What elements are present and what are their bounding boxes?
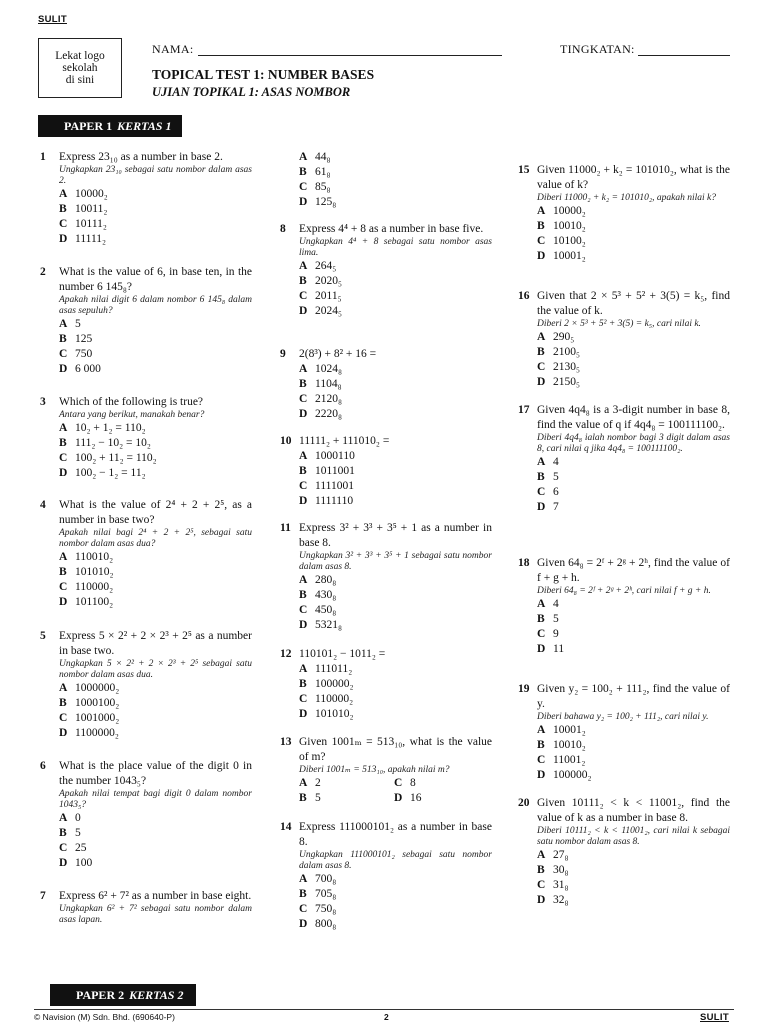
question-malay: Diberi 11000₂ + k₂ = 101010₂, apakah nilai k? [537, 193, 717, 203]
option-a[interactable]: A 1000000₂ [59, 682, 120, 694]
option-b[interactable]: B 10010₂ [537, 220, 586, 232]
option-b[interactable]: B 1000100₂ [59, 697, 120, 709]
question-malay: Apakah nilai tempat bagi digit 0 dalam nombor 1043₅? [59, 789, 252, 810]
question-malay: Diberi 10111₂ < k < 11001₂, cari nilai k sebagai satu nombor dalam asas 8. [537, 826, 730, 847]
logo-text-line: Lekat logo [55, 50, 105, 62]
question-malay: Ungkapkan 4⁴ + 8 sebagai satu nombor asas lima. [299, 237, 492, 258]
question-stem: Express 5 × 2² + 2 × 2³ + 2⁵ as a number in base two. [59, 630, 252, 657]
question-stem: What is the value of 2⁴ + 2 + 2⁵, as a number in base two? [59, 499, 252, 526]
option-b[interactable]: B 2020₅ [299, 275, 343, 287]
option-d[interactable]: D 6 000 [59, 363, 101, 375]
footer-copyright: © Navision (M) Sdn. Bhd. (690640-P) [34, 1012, 175, 1022]
question-number: 16 [518, 290, 530, 302]
sulit-top-label: SULIT [38, 14, 67, 25]
form-field-line[interactable] [638, 55, 730, 56]
paper2-label: PAPER 2 [76, 987, 125, 1002]
question-stem: Given 64₈ = 2ᶠ + 2ᵍ + 2ʰ, find the value of f + g + h. [537, 557, 730, 584]
option-c[interactable]: C 6 [537, 486, 559, 498]
option-b[interactable]: B 100000₂ [299, 678, 354, 690]
school-logo-placeholder [38, 38, 122, 98]
question-number: 9 [280, 348, 286, 360]
question-stem: Given y₂ = 100₂ + 111₂, find the value of y. [537, 683, 730, 710]
question-stem: Given that 2 × 5³ + 5² + 3(5) = k₅, find the value of k. [537, 290, 730, 317]
question-malay: Diberi 64₈ = 2ᶠ + 2ᵍ + 2ʰ, cari nilai f + g + h. [537, 586, 711, 596]
option-a[interactable]: A 290₅ [537, 331, 575, 343]
option-c[interactable]: C 450₈ [299, 604, 337, 616]
question-number: 2 [40, 266, 46, 278]
option-a[interactable]: A 4 [537, 456, 559, 468]
question-12 [280, 647, 492, 722]
option-a[interactable]: A 10000₂ [537, 205, 586, 217]
option-a[interactable]: A 27₈ [537, 849, 569, 861]
option-a[interactable]: A 0 [59, 812, 81, 824]
question-stem: 110101₂ − 1011₂ = [299, 648, 386, 660]
option-d[interactable]: D 7 [537, 501, 559, 513]
page-title: TOPICAL TEST 1: NUMBER BASES [152, 67, 375, 82]
sulit-bottom-label: SULIT [700, 1012, 729, 1023]
option-a[interactable]: A 111011₂ [299, 663, 353, 675]
question-malay: Ungkapkan 5 × 2² + 2 × 2³ + 2⁵ sebagai satu nombor dalam asas dua. [59, 659, 252, 680]
option-c[interactable]: C 1111001 [299, 480, 354, 492]
question-1 [40, 150, 252, 247]
question-malay: Apakah nilai bagi 2⁴ + 2 + 2⁵, sebagai satu nombor dalam asas dua? [59, 528, 252, 549]
question-stem: What is the place value of the digit 0 in the number 1043₅? [59, 760, 252, 787]
question-7-options-continued [280, 150, 492, 210]
option-a[interactable]: A 2 [299, 777, 321, 789]
question-number: 5 [40, 630, 46, 642]
question-number: 17 [518, 404, 530, 416]
logo-text-line: sekolah [62, 62, 98, 74]
option-d[interactable]: D 11 [537, 643, 565, 655]
option-a[interactable]: A 10000₂ [59, 188, 108, 200]
question-number: 19 [518, 683, 530, 695]
question-number: 15 [518, 164, 530, 176]
question-number: 3 [40, 396, 46, 408]
question-20 [518, 796, 730, 908]
paper1-label: PAPER 1 [64, 118, 113, 133]
question-8 [280, 222, 492, 319]
option-b[interactable]: B 705₈ [299, 888, 337, 900]
question-19 [518, 682, 730, 783]
option-c[interactable]: C 31₈ [537, 879, 569, 891]
question-malay: Diberi 4q4₈ ialah nombor bagi 3 digit dalam asas 8, cari nilai q jika 4q4₈ = 100111100₂. [537, 433, 730, 454]
question-malay: Diberi 2 × 5³ + 5² + 3(5) = k₅, cari nilai k. [537, 319, 701, 329]
option-c[interactable]: C 85₈ [299, 181, 331, 193]
option-d[interactable]: D 11111₂ [59, 233, 107, 245]
footer-rule [34, 1009, 734, 1010]
option-d[interactable]: D 16 [394, 792, 422, 804]
option-b[interactable]: B 125 [59, 333, 93, 345]
option-b[interactable]: B 5 [299, 792, 321, 804]
question-14 [280, 820, 492, 932]
question-number: 1 [40, 151, 46, 163]
question-2 [40, 265, 252, 377]
option-d[interactable]: D 125₈ [299, 196, 337, 208]
option-b[interactable]: B 30₈ [537, 864, 569, 876]
question-malay: Ungkapkan 3² + 3³ + 3⁵ + 1 sebagai satu nombor dalam asas 8. [299, 551, 492, 572]
kertas2-label: KERTAS 2 [129, 987, 184, 1002]
option-d[interactable]: D 100 [59, 857, 93, 869]
question-number: 13 [280, 736, 292, 748]
option-b[interactable]: B 1011001 [299, 465, 355, 477]
option-a[interactable]: A 1024₈ [299, 363, 343, 375]
option-c[interactable]: C 2120₈ [299, 393, 343, 405]
question-stem: Given 10111₂ < k < 11001₂, find the value of k as a number in base 8. [537, 797, 730, 824]
question-stem: Given 11000₂ + k₂ = 101010₂, what is the value of k? [537, 164, 730, 191]
option-d[interactable]: D 2150₅ [537, 376, 581, 388]
paper2-banner [50, 984, 196, 1006]
question-11 [280, 521, 492, 633]
option-c[interactable]: C 8 [394, 777, 416, 789]
option-b[interactable]: B 111₂ − 10₂ = 10₂ [59, 437, 151, 449]
question-number: 8 [280, 223, 286, 235]
paper1-banner [38, 115, 182, 137]
question-13 [280, 735, 492, 806]
option-d[interactable]: D 100000₂ [537, 769, 592, 781]
option-c[interactable]: C 1001000₂ [59, 712, 120, 724]
option-c[interactable]: C 9 [537, 628, 559, 640]
question-4 [40, 498, 252, 610]
option-c[interactable]: C 110000₂ [299, 693, 354, 705]
option-d[interactable]: D 100₂ − 1₂ = 11₂ [59, 467, 146, 479]
option-c[interactable]: C 750₈ [299, 903, 337, 915]
option-a[interactable]: A 280₈ [299, 574, 337, 586]
option-d[interactable]: D 5321₈ [299, 619, 343, 631]
option-b[interactable]: B 5 [537, 471, 559, 483]
question-stem: Given 4q4₈ is a 3-digit number in base 8, find the value of q if 4q4₈ = 100111100₂. [537, 404, 730, 431]
question-number: 11 [280, 522, 291, 534]
option-d[interactable]: D 32₈ [537, 894, 569, 906]
question-stem: 11111₂ + 111010₂ = [299, 435, 390, 447]
page-subtitle: UJIAN TOPIKAL 1: ASAS NOMBOR [152, 85, 351, 99]
question-stem: Given 1001ₘ = 513₁₀, what is the value of m? [299, 736, 492, 763]
question-malay: Ungkapkan 6² + 7² sebagai satu nombor dalam asas lapan. [59, 904, 252, 925]
option-b[interactable]: B 101010₂ [59, 566, 114, 578]
option-b[interactable]: B 5 [59, 827, 81, 839]
question-stem: Express 4⁴ + 8 as a number in base five. [299, 223, 484, 235]
option-b[interactable]: B 61₈ [299, 166, 331, 178]
question-18 [518, 556, 730, 657]
option-c[interactable]: C 11001₂ [537, 754, 586, 766]
option-c[interactable]: C 2011₅ [299, 290, 342, 302]
question-malay: Antara yang berikut, manakah benar? [59, 410, 205, 420]
question-9 [280, 347, 492, 422]
option-c[interactable]: C 10111₂ [59, 218, 107, 230]
option-b[interactable]: B 10011₂ [59, 203, 108, 215]
question-malay: Apakah nilai digit 6 dalam nombor 6 145₈ dalam asas sepuluh? [59, 295, 252, 316]
question-stem: Express 6² + 7² as a number in base eight. [59, 890, 252, 902]
question-number: 18 [518, 557, 530, 569]
option-b[interactable]: B 430₈ [299, 589, 337, 601]
logo-text-line: di sini [65, 74, 95, 86]
page-number: 2 [384, 1012, 389, 1022]
question-10 [280, 434, 492, 509]
option-b[interactable]: B 2100₅ [537, 346, 581, 358]
question-malay: Diberi 1001ₘ = 513₁₀, apakah nilai m? [299, 765, 450, 775]
question-5 [40, 629, 252, 741]
question-6 [40, 759, 252, 871]
option-b[interactable]: B 5 [537, 613, 559, 625]
name-label: NAMA: [152, 42, 194, 56]
option-d[interactable]: D 800₈ [299, 918, 337, 930]
question-stem: Express 3² + 3³ + 3⁵ + 1 as a number in base 8. [299, 522, 492, 549]
question-number: 20 [518, 797, 530, 809]
question-number: 4 [40, 499, 46, 511]
question-15 [518, 163, 730, 264]
question-16 [518, 289, 730, 390]
option-d[interactable]: D 101100₂ [59, 596, 114, 608]
question-stem: Express 23₁₀ as a number in base 2. [59, 151, 223, 163]
question-malay: Diberi bahawa y₂ = 100₂ + 111₂, cari nilai y. [537, 712, 709, 722]
question-number: 7 [40, 890, 46, 902]
question-stem: 2(8³) + 8² + 16 = [299, 348, 377, 360]
question-17 [518, 403, 730, 515]
question-7 [40, 889, 252, 926]
option-c[interactable]: C 25 [59, 842, 87, 854]
question-number: 14 [280, 821, 292, 833]
option-d[interactable]: D 2220₈ [299, 408, 343, 420]
option-c[interactable]: C 100₂ + 11₂ = 110₂ [59, 452, 157, 464]
option-a[interactable]: A 5 [59, 318, 81, 330]
option-c[interactable]: C 110000₂ [59, 581, 114, 593]
option-a[interactable]: A 264₅ [299, 260, 337, 272]
kertas1-label: KERTAS 1 [117, 118, 172, 133]
option-d[interactable]: D 10001₂ [537, 250, 586, 262]
option-c[interactable]: C 10100₂ [537, 235, 586, 247]
option-a[interactable]: A 700₈ [299, 873, 337, 885]
option-c[interactable]: C 750 [59, 348, 93, 360]
option-d[interactable]: D 1100000₂ [59, 727, 119, 739]
question-3 [40, 395, 252, 481]
option-c[interactable]: C 2130₅ [537, 361, 581, 373]
question-stem: What is the value of 6, in base ten, in the number 6 145₈? [59, 266, 252, 293]
question-number: 6 [40, 760, 46, 772]
option-d[interactable]: D 1111110 [299, 495, 354, 507]
question-number: 12 [280, 648, 292, 660]
option-d[interactable]: D 2024₅ [299, 305, 343, 317]
option-a[interactable]: A 4 [537, 598, 559, 610]
name-field-line[interactable] [198, 55, 502, 56]
option-d[interactable]: D 101010₂ [299, 708, 354, 720]
question-stem: Express 111000101₂ as a number in base 8. [299, 821, 492, 848]
question-malay: Ungkapkan 23₁₀ sebagai satu nombor dalam asas 2. [59, 165, 252, 186]
option-a[interactable]: A 1000110 [299, 450, 355, 462]
option-a[interactable]: A 110010₂ [59, 551, 114, 563]
option-a[interactable]: A 44₈ [299, 151, 331, 163]
question-number: 10 [280, 435, 292, 447]
form-label: TINGKATAN: [560, 42, 635, 56]
option-b[interactable]: B 10010₂ [537, 739, 586, 751]
question-stem: Which of the following is true? [59, 396, 204, 408]
question-malay: Ungkapkan 111000101₂ sebagai satu nombor dalam asas 8. [299, 850, 492, 871]
option-b[interactable]: B 1104₈ [299, 378, 342, 390]
option-a[interactable]: A 10001₂ [537, 724, 586, 736]
option-a[interactable]: A 10₂ + 1₂ = 110₂ [59, 422, 146, 434]
